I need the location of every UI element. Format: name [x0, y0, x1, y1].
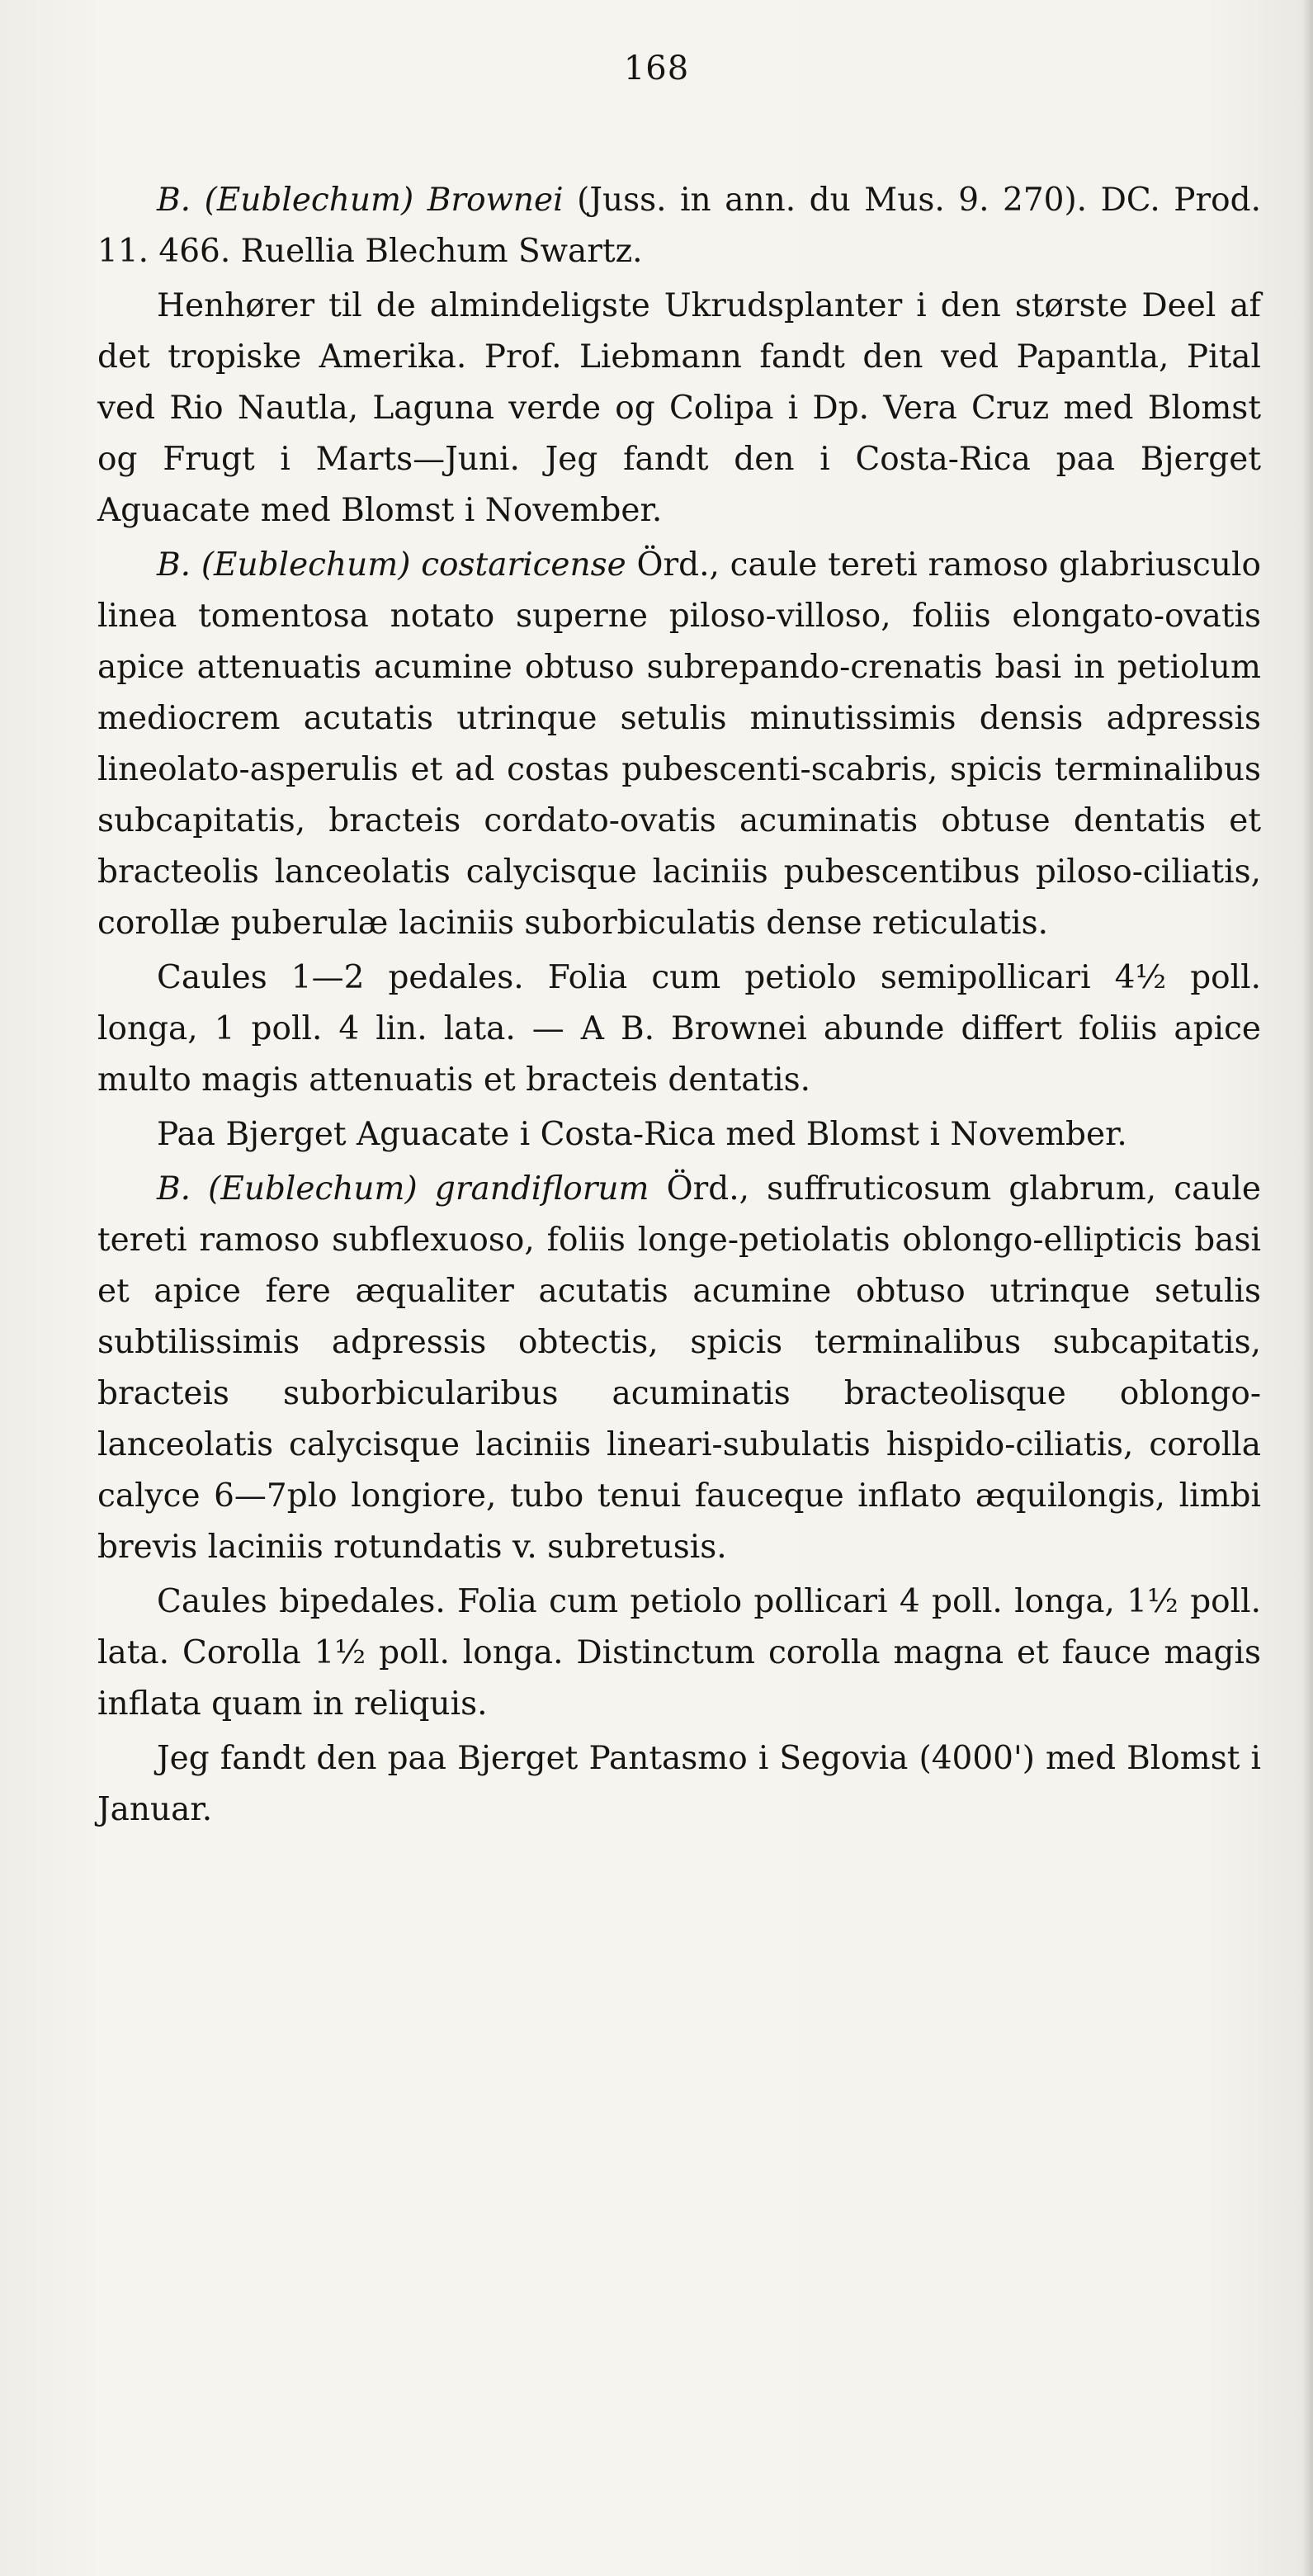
paragraph-text: Örd., caule tereti ramoso glabriusculo linea tomentosa notato superne piloso-villoso, foliis elongato-ovatis apice attenuatis acumine obtuso subrepando-crenatis basi in petiolum mediocrem acutatis utrinque setulis minutissimis densis adpressis lineolato-asperulis et ad costas pubescenti-scabris, spicis terminalibus subcapitatis, bracteis cordato-ovatis acuminatis obtuse dentatis et bracteolis lanceolatis calycisque laciniis pubescentibus piloso-ciliatis, corollæ puberulæ laciniis suborbiculatis dense reticulatis.: [97, 546, 1261, 942]
subgenus-name: (Eublechum): [204, 182, 414, 219]
paragraph-grandiflorum-locality: [97, 1733, 1261, 1836]
paragraph-costaricense-locality: [97, 1109, 1261, 1160]
paragraph-blechum-grandiflorum: [97, 1164, 1261, 1573]
genus-abbrev: B.: [157, 1170, 191, 1208]
species-name: grandiflorum: [434, 1170, 649, 1208]
subgenus-name: (Eublechum): [201, 546, 411, 584]
paragraph-blechum-costaricense: [97, 540, 1261, 949]
text-body: [97, 175, 1261, 1839]
paragraph-text: Örd., suffruticosum glabrum, caule tereti ramoso subflexuoso, foliis longe-petiolatis oblongo-ellipticis basi et apice fere æqualiter acutatis acumine obtuso utrinque setulis subtilissimis adpressis obtectis, spicis terminalibus subcapitatis, bracteis suborbicularibus acuminatis bracteolisque oblongo-lanceolatis calycisque laciniis lineari-subulatis hispido-ciliatis, corolla calyce 6—7plo longiore, tubo tenui fauceque inflato æquilongis, limbi brevis laciniis rotundatis v. subretusis.: [97, 1170, 1261, 1566]
paragraph-text: (Juss. in ann. du Mus. 9. 270). DC. Prod. 11. 466. Ruellia Blechum Swartz.: [97, 182, 1261, 270]
paragraph-text: Paa Bjerget Aguacate i Costa-Rica med Blomst i November.: [157, 1116, 1127, 1153]
page-number: 168: [623, 50, 690, 87]
page-edge-shadow: [1301, 0, 1313, 2576]
paragraph-text: Jeg fandt den paa Bjerget Pantasmo i Segovia (4000') med Blomst i Januar.: [97, 1740, 1261, 1828]
paragraph-text: Caules bipedales. Folia cum petiolo pollicari 4 poll. longa, 1½ poll. lata. Corolla 1½ poll. longa. Distinctum corolla magna et fauce magis inflata quam in reliquis.: [97, 1583, 1261, 1723]
genus-abbrev: B.: [157, 182, 191, 219]
species-name: costaricense: [421, 546, 626, 584]
subgenus-name: (Eublechum): [208, 1170, 418, 1208]
species-name: Brownei: [427, 182, 564, 219]
paragraph-brownei-distribution: [97, 281, 1261, 536]
paragraph-text: Caules 1—2 pedales. Folia cum petiolo semipollicari 4½ poll. longa, 1 poll. 4 lin. lata. — A B. Brownei abunde differt foliis apice multo magis attenuatis et bracteis dentatis.: [97, 959, 1261, 1099]
paragraph-costaricense-description: [97, 952, 1261, 1106]
paragraph-grandiflorum-description: [97, 1576, 1261, 1730]
paragraph-text: Henhører til de almindeligste Ukrudsplanter i den største Deel af det tropiske Amerika. Prof. Liebmann fandt den ved Papantla, Pital ved Rio Nautla, Laguna verde og Colipa i Dp. Vera Cruz med Blomst og Frugt i Marts—Juni. Jeg fandt den i Costa-Rica paa Bjerget Aguacate med Blomst i November.: [97, 287, 1261, 529]
paragraph-blechum-brownei: [97, 175, 1261, 277]
genus-abbrev: B.: [157, 546, 191, 584]
